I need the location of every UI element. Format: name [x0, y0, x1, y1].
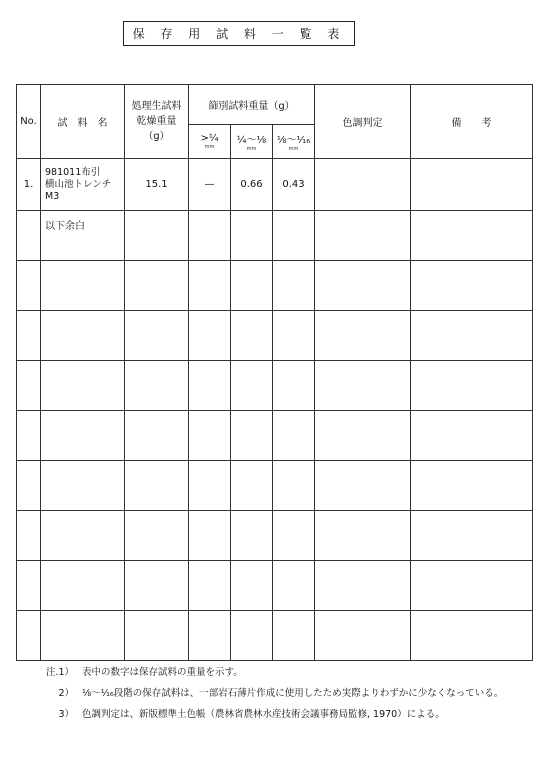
sieve-1-label: >¼ — [200, 132, 219, 144]
header-color: 色調判定 — [315, 85, 411, 159]
note-1-text: 表中の数字は保存試料の重量を示す。 — [82, 667, 243, 678]
table-row — [17, 261, 533, 311]
remainder-note: 以下余白 — [41, 211, 125, 261]
table-row — [17, 511, 533, 561]
sample-line-1: 981011布引 — [45, 166, 101, 178]
table-row — [17, 561, 533, 611]
table-row — [17, 461, 533, 511]
sample-line-3: M3 — [45, 190, 60, 202]
table-row — [17, 311, 533, 361]
notes-section — [40, 666, 510, 729]
row-sieve-2: 0.66 — [231, 159, 273, 211]
table-row — [17, 411, 533, 461]
sieve-3-label: ⅛～⅟₁₆ — [276, 134, 311, 146]
row-sieve-3: 0.43 — [273, 159, 315, 211]
table-row — [17, 211, 533, 261]
note-2 — [40, 687, 510, 700]
sample-line-2: 横山池トレンチ — [45, 178, 112, 190]
row-color — [315, 159, 411, 211]
row-no: 1. — [17, 159, 41, 211]
note-2-text: ⅛～⅟₁₆段階の保存試料は、一部岩石薄片作成に使用したため実際よりわずかに少なくなっている。 — [82, 688, 504, 699]
header-dry-weight-top: 処理生試料 — [131, 101, 182, 112]
sample-table — [16, 84, 533, 661]
header-sieve-group: 篩別試料重量（g） — [189, 85, 315, 125]
note-2-label: 2） — [58, 688, 74, 699]
header-remarks: 備 考 — [411, 85, 533, 159]
sieve-3-unit: mm — [288, 145, 299, 152]
header-sample-name: 試 料 名 — [41, 85, 125, 159]
header-no: No. — [17, 85, 41, 159]
row-remarks — [411, 159, 533, 211]
header-dry-weight — [125, 85, 189, 159]
note-1-label: 注.1） — [45, 667, 74, 678]
header-sieve-1 — [189, 125, 231, 159]
header-sieve-2 — [231, 125, 273, 159]
document-title: 保 存 用 試 料 一 覧 表 — [123, 21, 355, 46]
header-dry-weight-bottom: 乾燥重量 — [136, 116, 177, 127]
row-sieve-1: — — [189, 159, 231, 211]
note-3 — [40, 708, 510, 721]
table-row — [17, 611, 533, 661]
table-row — [17, 361, 533, 411]
note-3-text: 色調判定は、新版標準土色帳（農林省農林水産技術会議事務局監修, 1970）による。 — [82, 709, 445, 720]
row-sample — [41, 159, 125, 211]
sieve-2-label: ¼～⅛ — [236, 134, 267, 146]
sieve-1-unit: mm — [204, 143, 215, 150]
table-row — [17, 159, 533, 211]
note-3-label: 3） — [58, 709, 74, 720]
row-dry-weight: 15.1 — [125, 159, 189, 211]
header-sieve-3 — [273, 125, 315, 159]
header-row-1 — [17, 85, 533, 125]
sieve-2-unit: mm — [246, 145, 257, 152]
note-1 — [40, 666, 510, 679]
header-dry-weight-unit: （g） — [143, 131, 170, 142]
